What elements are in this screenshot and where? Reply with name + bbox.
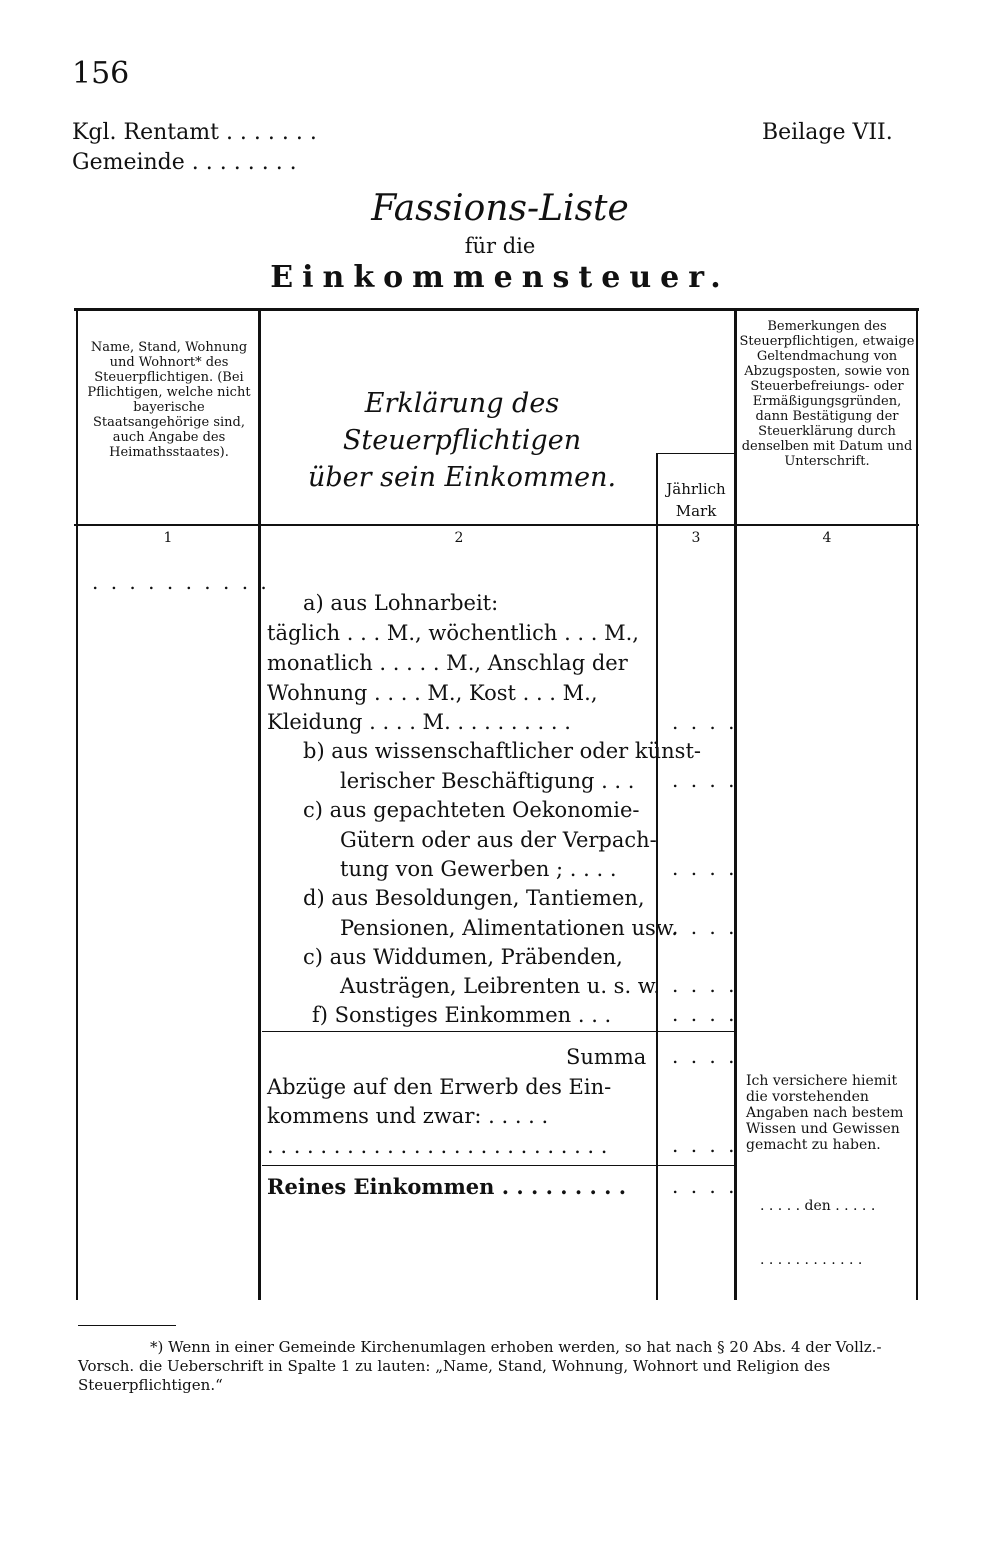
col-number-1: 1 <box>163 530 173 546</box>
col3-entry-f: . . . . <box>672 1002 738 1026</box>
line-a-housing: Wohnung . . . . M., Kost . . . M., <box>267 681 598 705</box>
net-income-rule <box>262 1165 656 1166</box>
col3-entry-b: . . . . <box>672 768 738 792</box>
col-number-3: 3 <box>691 530 701 546</box>
col2-header <box>262 385 662 496</box>
line-c-cont1: Gütern oder aus der Verpach- <box>340 828 657 852</box>
right-border <box>916 310 918 1300</box>
summa-label: Summa <box>566 1045 647 1069</box>
line-d-cont: Pensionen, Alimentationen usw. <box>340 916 678 940</box>
col3-entry-d: . . . . <box>672 915 738 939</box>
col4-date-line: . . . . . den . . . . . <box>760 1198 876 1214</box>
deductions-line: Abzüge auf den Erwerb des Ein- <box>267 1075 612 1099</box>
col2-header-line1: Erklärung des Steuerpflichtigen <box>342 388 582 456</box>
col3-entry-net: . . . . <box>672 1174 738 1198</box>
col3-entry-c: . . . . <box>672 856 738 880</box>
col3-header-line2: Mark <box>675 502 717 520</box>
line-e-cont: Austrägen, Leibrenten u. s. w. <box>340 974 660 998</box>
col3-entry-e: . . . . <box>672 973 738 997</box>
net-income-label: Reines Einkommen . . . . . . . . . <box>267 1174 627 1199</box>
line-c: c) aus gepachteten Oekonomie- <box>303 798 640 822</box>
col3-entry-deductions: . . . . <box>672 1133 738 1157</box>
line-a-daily: täglich . . . M., wöchentlich . . . M., <box>267 621 639 645</box>
col-number-2: 2 <box>454 530 464 546</box>
line-c-cont2: tung von Gewerben ; . . . . <box>340 857 617 881</box>
col2-divider <box>656 453 658 1300</box>
line-a: a) aus Lohnarbeit: <box>303 591 499 615</box>
page-number: 156 <box>72 56 130 91</box>
col3-header-line1: Jährlich <box>666 480 726 498</box>
line-f: f) Sonstiges Einkommen . . . <box>312 1003 612 1027</box>
col1-placeholder: . . . . . . . . . . <box>92 570 270 594</box>
col3-net-rule <box>658 1165 734 1166</box>
page-subtitle: für die <box>464 234 536 258</box>
line-a-clothing: Kleidung . . . . M. . . . . . . . . . <box>267 710 571 734</box>
page-title: Fassions-Liste <box>371 188 629 229</box>
line-b-cont: lerischer Beschäftigung . . . <box>340 769 635 793</box>
footnote: *) Wenn in einer Gemeinde Kirchenumlagen erhoben werden, so hat nach § 20 Abs. 4 der Vollz.-Vorsch. die Ueberschrift in Spalte 1 zu lauten: „Name, Stand, Wohnung, Wohnort und Religion des Steuerpflichtigen.“ <box>78 1338 882 1394</box>
col4-header: Bemerkungen des Steuerpflichtigen, etwaige Geltendmachung von Abzugsposten, sowie von Steuerbefreiungs- oder Ermäßigungsgründen, dann Bestätigung der Steuerklärung durch denselben mit Datum und Unterschrift. <box>739 319 915 469</box>
tax-title: Einkommensteuer. <box>270 260 730 295</box>
col4-signature-line: . . . . . . . . . . . . <box>760 1252 863 1268</box>
col2-header-line2: über sein Einkommen. <box>307 462 617 493</box>
col3-head-rule <box>656 453 736 454</box>
col3-entry-a: . . . . <box>672 710 738 734</box>
footnote-rule <box>78 1325 176 1326</box>
line-b: b) aus wissenschaftlicher oder künst- <box>303 739 701 763</box>
line-e: c) aus Widdumen, Präbenden, <box>303 945 623 969</box>
header-bottom-rule <box>74 524 919 526</box>
col3-entry-summa: . . . . <box>672 1044 738 1068</box>
col3-summa-rule <box>658 1031 734 1032</box>
col4-declaration: Ich versichere hiemit die vorstehenden Angaben nach bestem Wissen und Gewissen gemacht zu haben. <box>746 1073 904 1153</box>
line-a-monthly: monatlich . . . . . M., Anschlag der <box>267 651 628 675</box>
deductions-cont: kommens und zwar: . . . . . <box>267 1104 549 1128</box>
summa-rule <box>262 1031 656 1032</box>
col-number-4: 4 <box>822 530 832 546</box>
supplement-label: Beilage VII. <box>762 120 893 145</box>
col1-header: Name, Stand, Wohnung und Wohnort* des Steuerpflichtigen. (Bei Pflichtigen, welche nicht bayerische Staatsangehörige sind, auch Angabe des Heimathsstaates). <box>87 340 251 460</box>
deductions-dots: . . . . . . . . . . . . . . . . . . . . . . . . . . <box>267 1134 608 1158</box>
line-d: d) aus Besoldungen, Tantiemen, <box>303 886 645 910</box>
office-label: Kgl. Rentamt . . . . . . . <box>72 120 317 145</box>
municipality-label: Gemeinde . . . . . . . . <box>72 150 297 175</box>
table-top-rule <box>74 308 919 311</box>
col3-header <box>658 478 734 522</box>
